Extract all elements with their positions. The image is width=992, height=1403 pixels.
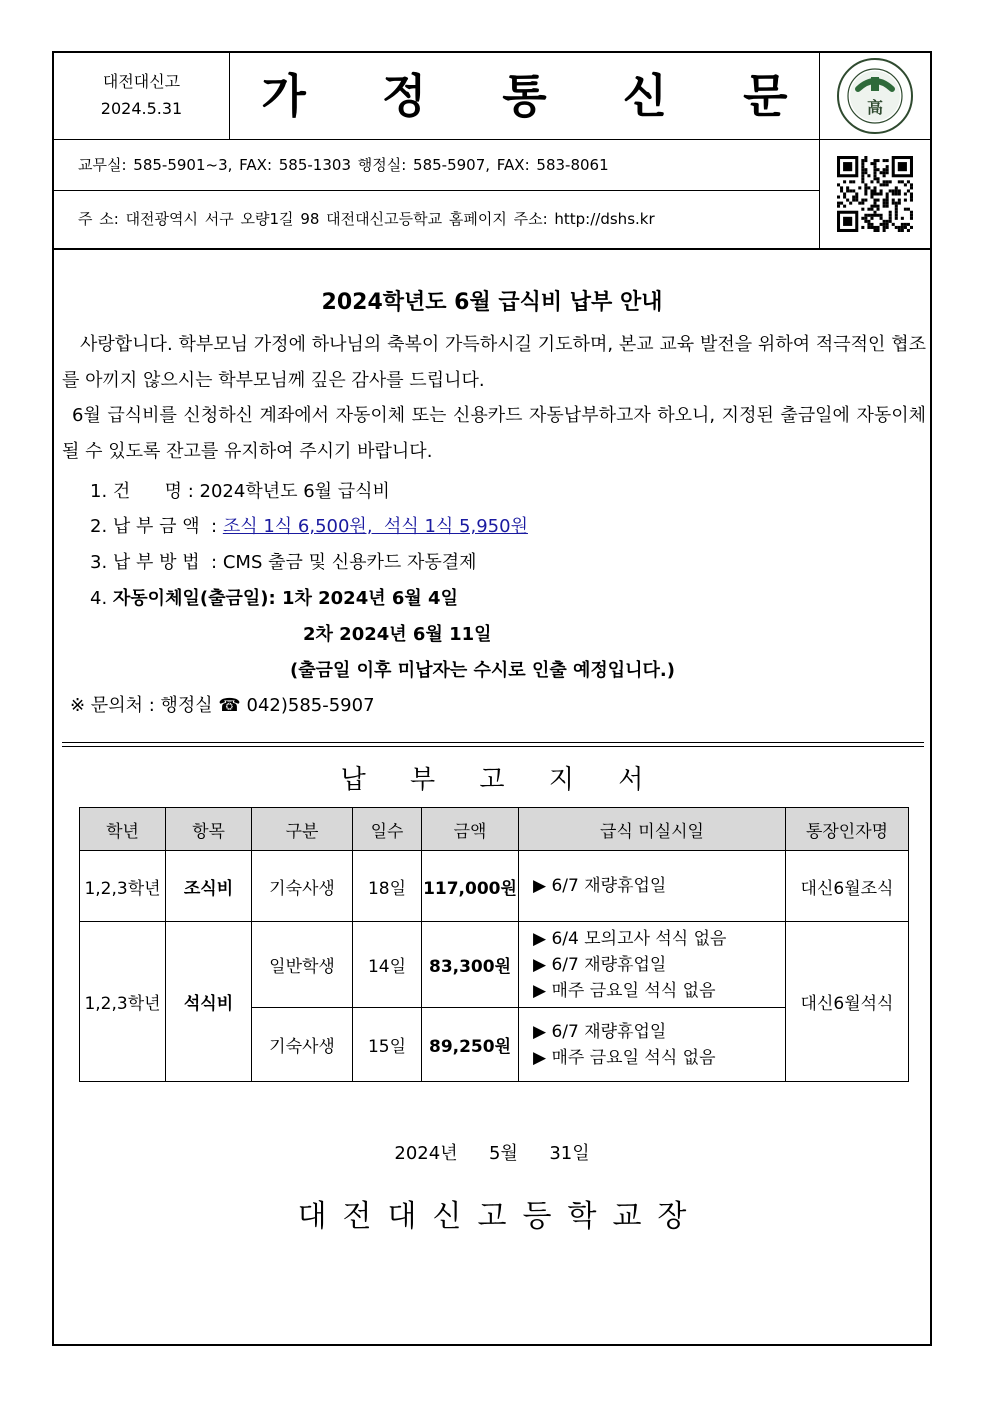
col-no-meal-days: 급식 미실시일	[519, 808, 786, 851]
row-grade: 1,2,3학년	[80, 851, 166, 922]
row-amount: 117,000원	[422, 851, 519, 922]
no-meal-line: ▶ 매주 금요일 석식 없음	[533, 980, 716, 1001]
row-days: 18일	[353, 851, 422, 922]
item-method-value: CMS 출금 및 신용카드 자동결제	[222, 552, 477, 573]
row-no-meal-days	[519, 1008, 786, 1082]
document-frame	[52, 51, 932, 1346]
section-divider	[62, 742, 924, 747]
col-days: 일수	[353, 808, 422, 851]
contact-info: 교무실: 585-5901~3, FAX: 585-1303 행정실: 585-5907, FAX: 583-8061	[54, 140, 819, 191]
no-meal-line: ▶ 6/4 모의고사 석식 없음	[533, 928, 727, 949]
no-meal-line: ▶ 매주 금요일 석식 없음	[533, 1047, 716, 1068]
greeting-paragraph: 사랑합니다. 학부모님 가정에 하나님의 축복이 가득하시길 기도하며, 본교 교육 발전을 위하여 적극적인 협조를 아끼지 않으시는 학부모님께 깊은 감사를 드립니다.	[62, 334, 926, 391]
row-account-name: 대신6월석식	[786, 922, 909, 1082]
item-debit-date	[90, 584, 458, 610]
issue-date: 2024.5.31	[100, 99, 183, 118]
school-logo-box	[819, 53, 930, 140]
item-method-label: 3. 납 부 방 법 :	[90, 552, 223, 573]
item-debit-note	[290, 656, 675, 682]
item-debit-num: 4.	[90, 588, 113, 609]
inquiry-contact: ※ 문의처 : 행정실 ☎ 042)585-5907	[70, 695, 375, 716]
payment-notice-table	[79, 807, 909, 1082]
item-subject-label: 1. 건 명 :	[90, 481, 200, 502]
principal-signature: 대전대신고등학교장	[297, 1199, 703, 1234]
item-debit-first: 1차 2024년 6월 4일	[281, 588, 458, 609]
item-amount	[90, 512, 528, 538]
notice-title: 납 부 고 지 서	[340, 765, 662, 795]
qr-code-box	[819, 140, 930, 248]
row-type: 일반학생	[252, 922, 353, 1008]
row-amount: 89,250원	[422, 1008, 519, 1082]
row-grade: 1,2,3학년	[80, 922, 166, 1082]
col-amount: 금액	[422, 808, 519, 851]
row-amount: 83,300원	[422, 922, 519, 1008]
row-days: 14일	[353, 922, 422, 1008]
no-meal-line: ▶ 6/7 재량휴업일	[533, 954, 667, 975]
row-item: 조식비	[166, 851, 252, 922]
row-no-meal-days	[519, 851, 786, 922]
row-account-name: 대신6월조식	[786, 851, 909, 922]
school-date-box	[54, 53, 230, 140]
table-row	[80, 922, 909, 1008]
col-item: 항목	[166, 808, 252, 851]
school-emblem-icon	[820, 53, 931, 140]
page-title: 가 정 통 신 문	[230, 53, 819, 140]
item-debit-note-text: (출금일 이후 미납자는 수시로 인출 예정입니다.)	[290, 660, 675, 681]
col-type: 구분	[252, 808, 353, 851]
table-row	[80, 851, 909, 922]
row-item: 석식비	[166, 922, 252, 1082]
item-debit-label: 자동이체일(출금일):	[112, 588, 282, 609]
item-subject	[90, 477, 390, 503]
footer-date: 2024년 5월 31일	[394, 1143, 590, 1164]
payment-paragraph: 6월 급식비를 신청하신 계좌에서 자동이체 또는 신용카드 자동납부하고자 하오니, 지정된 출금일에 자동이체될 수 있도록 잔고를 유지하여 주시기 바랍니다.	[62, 405, 926, 462]
address-info: 주 소: 대전광역시 서구 오량1길 98 대전대신고등학교 홈페이지 주소: http://dshs.kr	[78, 210, 655, 228]
letter-title: 2024학년도 6월 급식비 납부 안내	[321, 290, 663, 315]
school-short-name: 대전대신고	[102, 72, 181, 91]
item-method	[90, 548, 477, 574]
item-debit-second	[303, 620, 492, 646]
item-subject-value: 2024학년도 6월 급식비	[199, 481, 390, 502]
col-grade: 학년	[80, 808, 166, 851]
emblem-letter: 高	[866, 98, 884, 117]
qr-code-icon[interactable]	[820, 140, 931, 248]
item-amount-label: 2. 납 부 금 액 :	[90, 516, 223, 537]
row-type: 기숙사생	[252, 851, 353, 922]
letter-header	[54, 53, 930, 250]
item-amount-value: 조식 1식 6,500원, 석식 1식 5,950원	[222, 516, 528, 537]
row-type: 기숙사생	[252, 1008, 353, 1082]
row-no-meal-days	[519, 922, 786, 1008]
item-debit-second-value: 2차 2024년 6월 11일	[303, 624, 492, 645]
no-meal-line: ▶ 6/7 재량휴업일	[533, 876, 667, 896]
no-meal-line: ▶ 6/7 재량휴업일	[533, 1021, 667, 1042]
row-days: 15일	[353, 1008, 422, 1082]
table-header-row	[80, 808, 909, 851]
col-account-name: 통장인자명	[786, 808, 909, 851]
